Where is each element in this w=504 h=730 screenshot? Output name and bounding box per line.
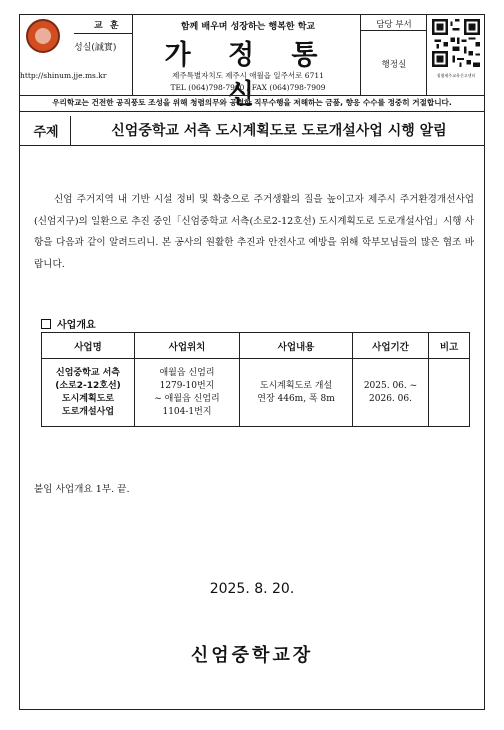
- table-row: [42, 359, 470, 427]
- table-header-row: [42, 333, 470, 359]
- divider: [20, 111, 484, 112]
- divider: [426, 15, 427, 95]
- school-address: [138, 70, 358, 94]
- section-title-text: 사업개요: [57, 320, 96, 331]
- cell-project-name: [42, 359, 135, 427]
- table-header: 사업내용: [240, 333, 353, 359]
- subject-row: [20, 116, 484, 145]
- issuer-name: 신엄중학교장: [190, 645, 314, 666]
- qr-caption: 청렴제주교육신고센터: [436, 73, 476, 78]
- cell-line: 도로개설사업: [61, 406, 115, 417]
- cell-line: 애월읍 신엄리: [159, 367, 215, 378]
- subject-title: 신엄중학교 서측 도시계획도로 도로개설사업 시행 알림: [111, 123, 447, 139]
- divider: [360, 30, 426, 31]
- page-title: 가 정 통 신: [164, 40, 332, 110]
- cell-line: 도시계획도로 개설: [259, 380, 333, 391]
- school-emblem-icon: [26, 19, 60, 53]
- divider: [360, 15, 361, 95]
- subject-label: 주제: [33, 125, 59, 140]
- cell-content: [240, 359, 353, 427]
- divider: [132, 15, 133, 95]
- attachment-note: 붙임 사업개요 1부. 끝.: [34, 484, 130, 495]
- dept-label: 담당 부서: [376, 20, 412, 30]
- cell-note: [429, 359, 470, 427]
- qr-code-icon[interactable]: [432, 19, 480, 67]
- checkbox-square-icon: [41, 319, 51, 329]
- table-header: 사업명: [42, 333, 135, 359]
- table-header: 비고: [429, 333, 470, 359]
- motto-label: 교 훈: [94, 21, 121, 31]
- cell-line: 2025. 06. ~: [363, 380, 418, 391]
- cell-location: [135, 359, 240, 427]
- cell-line: 도시계획도로: [61, 393, 115, 404]
- cell-line: 2026. 06.: [369, 393, 412, 404]
- school-slogan: 함께 배우며 성장하는 행복한 학교: [180, 22, 316, 32]
- project-table: [41, 332, 470, 427]
- cell-line: 신엄중학교 서측: [56, 367, 120, 378]
- divider: [70, 116, 71, 145]
- cell-line: 1279-10번지: [159, 380, 215, 391]
- body-text: 신엄 주거지역 내 기반 시설 정비 및 확충으로 주거생활의 질을 높이고자 제주시 주거환경개선사업(신엄지구)의 일환으로 추진 중인「신엄중학교 서측(소로2-12호선) 도시계획도로 도로개설사업」시행 사항을 다음과 같이 알려드리니. 본 공사의 원활한 추진과 안전사고 예방을 위해 학부모님들의 많은 협조 바랍니다.: [34, 194, 474, 270]
- issue-date: 2025. 8. 20.: [209, 581, 295, 597]
- document-frame: [19, 14, 485, 710]
- address-line: 제주특별자치도 제주시 애월읍 일주서로 6711: [172, 71, 324, 80]
- table-header: 사업위치: [135, 333, 240, 359]
- divider: [20, 95, 484, 96]
- motto: 성실(誠實): [74, 43, 117, 53]
- school-url[interactable]: http://shinum.jje.ms.kr: [20, 71, 107, 80]
- header: [20, 15, 484, 111]
- cell-line: 1104-1번지: [162, 406, 212, 417]
- cell-line: ~ 애월읍 신엄리: [154, 393, 220, 404]
- tel-fax-line: TEL (064)798-7900 / FAX (064)798-7909: [170, 83, 326, 92]
- integrity-notice: 우리학교는 건전한 공직풍토 조성을 위해 청렴의무와 공정한 직무수행을 저해하는 금품, 향응 수수를 정중히 거절합니다.: [52, 98, 452, 107]
- divider: [74, 33, 132, 34]
- divider: [20, 145, 484, 146]
- dept-name: 행정실: [381, 60, 407, 70]
- cell-period: [353, 359, 429, 427]
- section-title: [41, 316, 96, 331]
- cell-line: (소로2-12호선): [55, 380, 121, 391]
- cell-line: 연장 446m, 폭 8m: [257, 393, 335, 404]
- table-header: 사업기간: [353, 333, 429, 359]
